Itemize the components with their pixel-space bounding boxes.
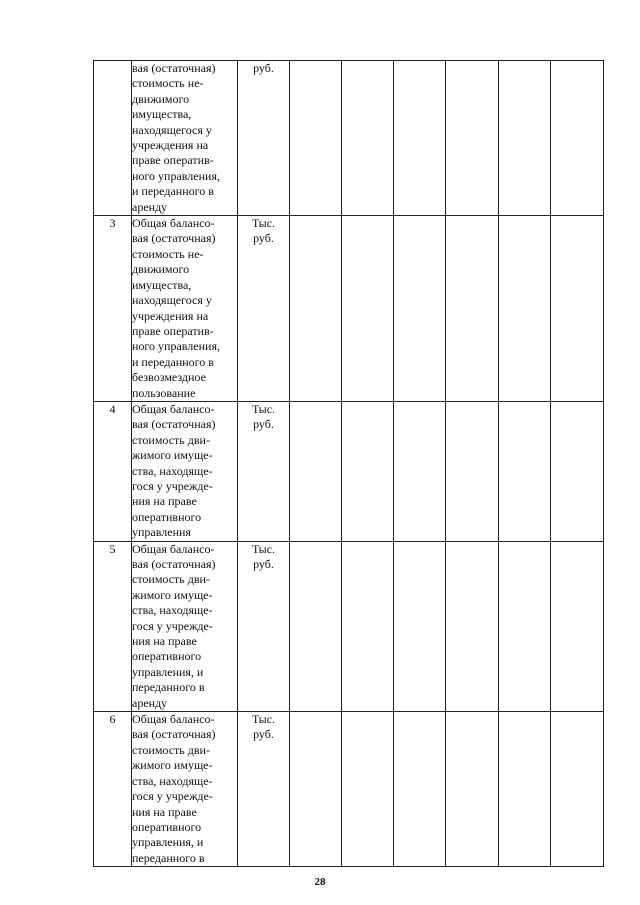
data-table	[93, 60, 604, 867]
indicator-name: Общая балансо- вая (остаточная) стоимость дви- жимого имуще- ства, находяще- гося у учрежде- ния на праве оперативного управления, и переданного в	[132, 712, 238, 867]
unit-of-measure: Тыс. руб.	[238, 541, 290, 711]
value-cell	[499, 541, 551, 711]
value-cell	[499, 401, 551, 541]
indicator-name: вая (остаточная) стоимость не- движимого имущества, находящегося у учреждения на праве оператив- ного управления, и переданного в аренду	[132, 61, 238, 216]
table-row	[94, 216, 604, 402]
value-cell	[290, 541, 342, 711]
row-number	[94, 61, 132, 216]
value-cell	[446, 61, 499, 216]
value-cell	[342, 61, 394, 216]
value-cell	[446, 712, 499, 867]
row-number: 3	[94, 216, 132, 402]
page-number: 28	[314, 876, 326, 888]
unit-of-measure: руб.	[238, 61, 290, 216]
indicator-name: Общая балансо- вая (остаточная) стоимость дви- жимого имуще- ства, находяще- гося у учрежде- ния на праве оперативного управления, и переданного в аренду	[132, 541, 238, 711]
table-row	[94, 401, 604, 541]
row-number: 5	[94, 541, 132, 711]
value-cell	[499, 712, 551, 867]
value-cell	[551, 216, 604, 402]
value-cell	[499, 216, 551, 402]
value-cell	[394, 216, 446, 402]
value-cell	[446, 216, 499, 402]
table-row	[94, 541, 604, 711]
value-cell	[551, 541, 604, 711]
value-cell	[290, 61, 342, 216]
value-cell	[394, 61, 446, 216]
unit-of-measure: Тыс. руб.	[238, 216, 290, 402]
row-number: 6	[94, 712, 132, 867]
value-cell	[342, 541, 394, 711]
value-cell	[394, 541, 446, 711]
indicator-name: Общая балансо- вая (остаточная) стоимость не- движимого имущества, находящегося у учреждения на праве оператив- ного управления, и переданного в безвозмездное пользование	[132, 216, 238, 402]
value-cell	[342, 216, 394, 402]
row-number: 4	[94, 401, 132, 541]
table-row	[94, 712, 604, 867]
table-row	[94, 61, 604, 216]
value-cell	[342, 712, 394, 867]
value-cell	[499, 61, 551, 216]
value-cell	[394, 712, 446, 867]
value-cell	[551, 61, 604, 216]
value-cell	[446, 401, 499, 541]
unit-of-measure: Тыс. руб.	[238, 712, 290, 867]
value-cell	[551, 712, 604, 867]
unit-of-measure: Тыс. руб.	[238, 401, 290, 541]
value-cell	[290, 712, 342, 867]
value-cell	[290, 401, 342, 541]
value-cell	[342, 401, 394, 541]
value-cell	[394, 401, 446, 541]
indicator-name: Общая балансо- вая (остаточная) стоимость дви- жимого имуще- ства, находяще- гося у учрежде- ния на праве оперативного управления	[132, 401, 238, 541]
value-cell	[446, 541, 499, 711]
value-cell	[551, 401, 604, 541]
value-cell	[290, 216, 342, 402]
